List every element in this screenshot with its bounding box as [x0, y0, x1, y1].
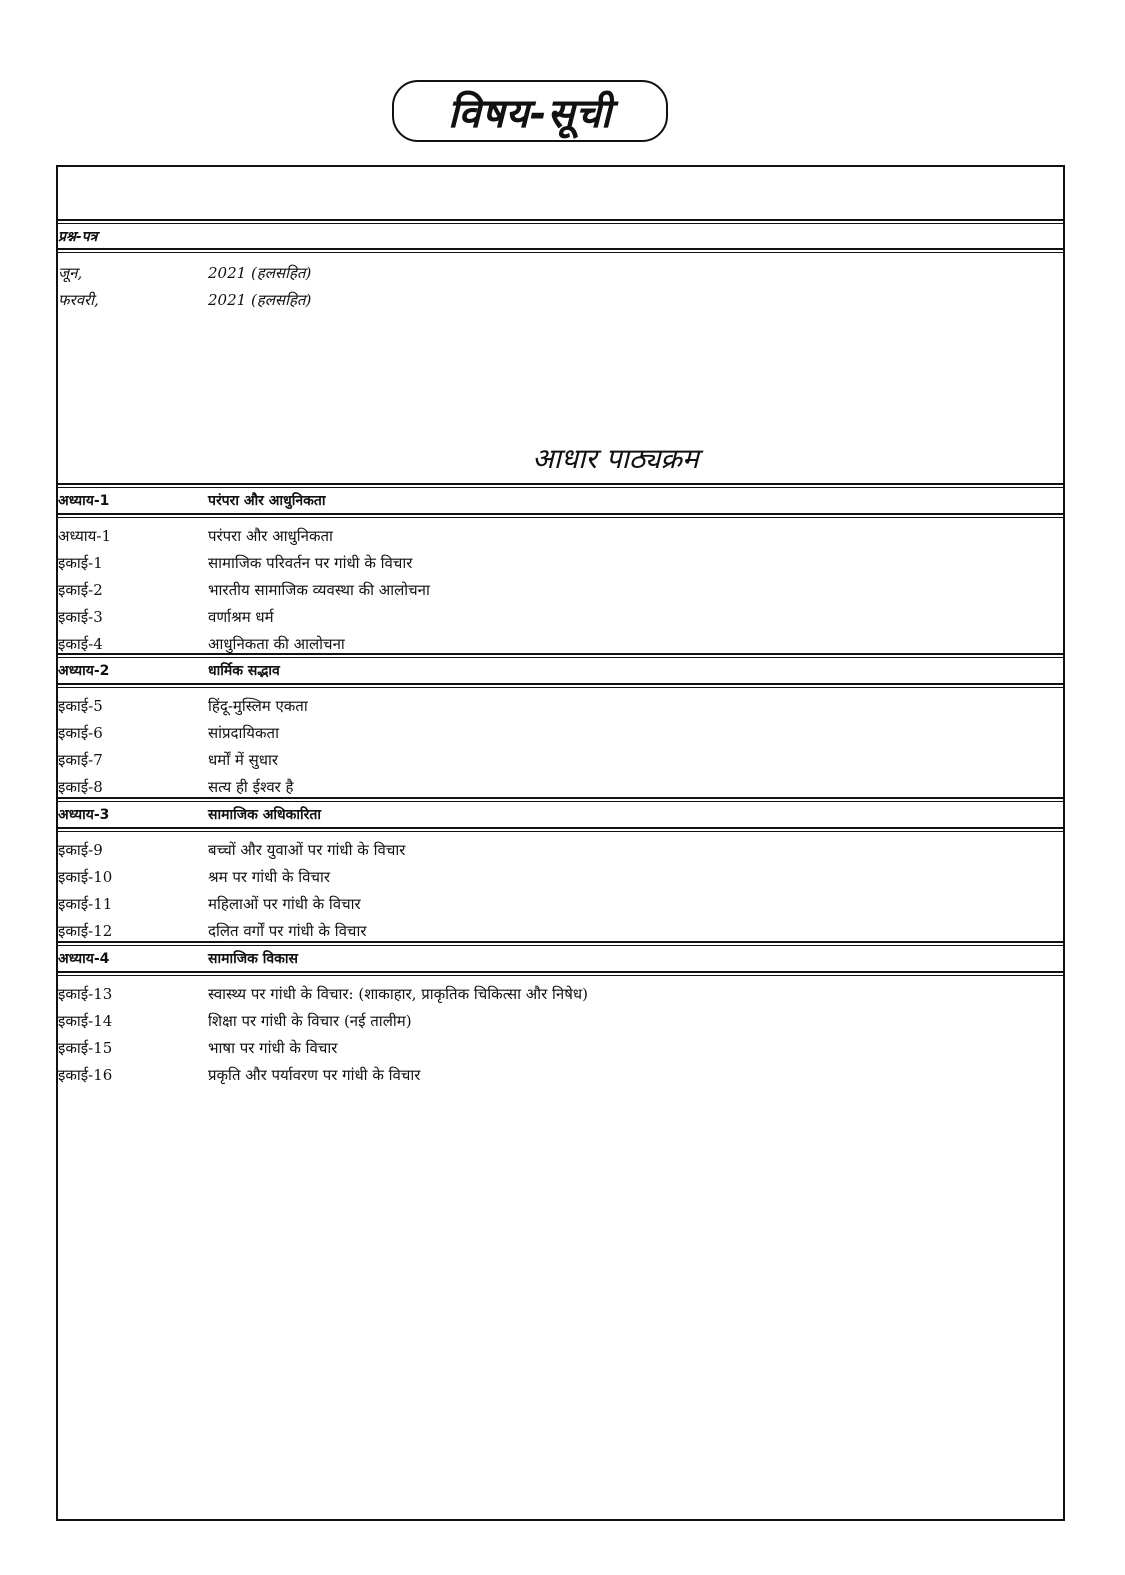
- divider: [58, 941, 1063, 943]
- unit-name: बच्चों और युवाओं पर गांधी के विचार: [208, 841, 406, 859]
- unit-number: इकाई-9: [58, 841, 103, 859]
- unit-name: शिक्षा पर गांधी के विचार (नई तालीम): [208, 1012, 412, 1030]
- unit-number: इकाई-11: [58, 895, 113, 913]
- paper-label: फरवरी,: [58, 291, 99, 309]
- unit-number: इकाई-14: [58, 1012, 113, 1030]
- divider: [58, 219, 1063, 221]
- chapter-name: धार्मिक सद्भाव: [208, 663, 280, 679]
- unit-number: इकाई-10: [58, 868, 113, 886]
- unit-name: हिंदू-मुस्लिम एकता: [208, 697, 308, 715]
- unit-name: भारतीय सामाजिक व्यवस्था की आलोचना: [208, 581, 430, 599]
- unit-number: इकाई-2: [58, 581, 103, 599]
- unit-name: सत्य ही ईश्वर है: [208, 778, 294, 796]
- unit-name: सांप्रदायिकता: [208, 724, 279, 742]
- chapter-name: परंपरा और आधुनिकता: [208, 493, 326, 509]
- chapter-number: अध्याय-4: [58, 951, 110, 967]
- unit-name: परंपरा और आधुनिकता: [208, 527, 333, 545]
- unit-number: इकाई-1: [58, 554, 103, 572]
- unit-number: इकाई-3: [58, 608, 103, 626]
- paper-label: जून,: [58, 264, 83, 282]
- unit-number: अध्याय-1: [58, 527, 111, 545]
- page-title: विषय-सूची: [447, 90, 613, 137]
- paper-value: 2021 (हलसहित): [208, 291, 312, 309]
- divider: [58, 653, 1063, 655]
- chapter-number: अध्याय-1: [58, 493, 110, 509]
- unit-name: सामाजिक परिवर्तन पर गांधी के विचार: [208, 554, 413, 572]
- unit-name: भाषा पर गांधी के विचार: [208, 1039, 338, 1057]
- divider: [58, 971, 1063, 973]
- unit-number: इकाई-7: [58, 751, 103, 769]
- chapter-name: सामाजिक अधिकारिता: [208, 807, 321, 823]
- divider: [58, 248, 1063, 250]
- unit-name: महिलाओं पर गांधी के विचार: [208, 895, 361, 913]
- section-title: आधार पाठ्यक्रम: [532, 442, 699, 475]
- unit-name: आधुनिकता की आलोचना: [208, 635, 345, 653]
- paper-value: 2021 (हलसहित): [208, 264, 312, 282]
- contents-frame: [56, 165, 1065, 1521]
- unit-name: दलित वर्गों पर गांधी के विचार: [208, 922, 367, 940]
- divider: [58, 683, 1063, 685]
- unit-number: इकाई-12: [58, 922, 113, 940]
- unit-name: वर्णाश्रम धर्म: [208, 608, 274, 626]
- divider: [58, 827, 1063, 829]
- divider: [58, 513, 1063, 515]
- unit-number: इकाई-13: [58, 985, 113, 1003]
- unit-name: धर्मों में सुधार: [208, 751, 278, 769]
- chapter-number: अध्याय-2: [58, 663, 110, 679]
- divider: [58, 483, 1063, 485]
- divider: [58, 797, 1063, 799]
- unit-number: इकाई-5: [58, 697, 103, 715]
- unit-name: स्वास्थ्य पर गांधी के विचार: (शाकाहार, प्राकृतिक चिकित्सा और निषेध): [208, 985, 588, 1003]
- unit-name: प्रकृति और पर्यावरण पर गांधी के विचार: [208, 1066, 421, 1084]
- chapter-number: अध्याय-3: [58, 807, 110, 823]
- unit-number: इकाई-8: [58, 778, 103, 796]
- title-box: [392, 80, 668, 142]
- unit-number: इकाई-16: [58, 1066, 113, 1084]
- unit-name: श्रम पर गांधी के विचार: [208, 868, 331, 886]
- unit-number: इकाई-4: [58, 635, 103, 653]
- unit-number: इकाई-15: [58, 1039, 113, 1057]
- paper-header: प्रश्न-पत्र: [58, 229, 98, 245]
- unit-number: इकाई-6: [58, 724, 103, 742]
- chapter-name: सामाजिक विकास: [208, 951, 298, 967]
